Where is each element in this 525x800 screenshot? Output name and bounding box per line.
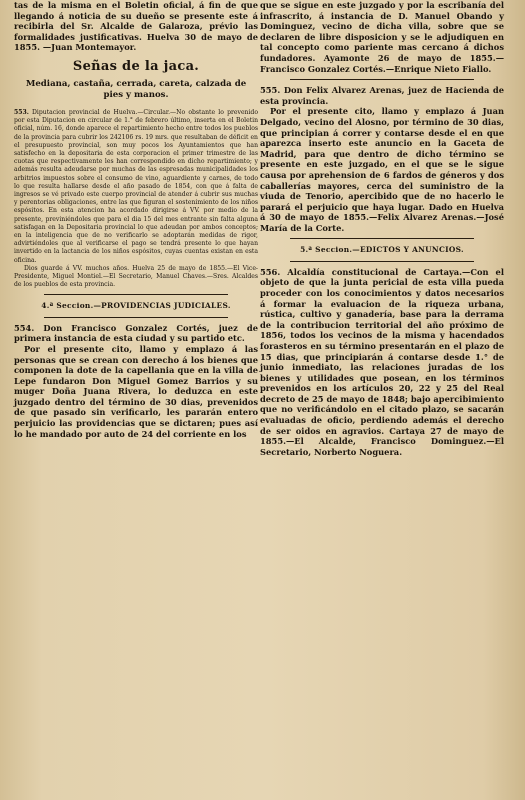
notice-number: 554. <box>14 322 35 333</box>
divider <box>290 79 474 80</box>
continued-notice: que se sigue en este juzgado y por la escribanía del infrascrito, á instancia de D. Manuel Obando y Dominguez, vecino de dicha villa, sobre que se declaren de libre disposicion y se le adjudiquen en tal concepto como pariente mas cercano á dichos fundadores. Ayamonte 26 de mayo de 1855.—Francisco Gonzalez Cortés.—Enrique Nieto Fiallo. <box>260 0 504 74</box>
left-column <box>14 0 258 439</box>
divider <box>290 261 474 262</box>
judge-notice-554 <box>14 323 258 344</box>
mare-description-heading: Señas de la jaca. <box>72 58 200 74</box>
circular-553 <box>14 109 258 265</box>
notice-number: 556. <box>260 266 281 277</box>
circular-body: Diputacion provincial de Huelva.—Circular.—No obstante lo prevenido por esta Diputacion en circular de 1.° de febrero último, inserta en el Boletin oficial, núm. 16, donde aparece el repartimiento hecho entre todos los pueblos de la provincia para cubrir los 242106 rs. 19 mrs. que resultaban de déficit en el presupuesto provincial, son muy pocos los Ayuntamientos que han satisfecho en la depositaria de esta corporacion el primer trimestre de las cuotas que respectivamente les han correspondido en dicho repartimiento; y además resulta adeudarse por muchas de las espresadas municipalidades los arbitrios impuestos sobre el consumo de vino, aguardiente y carnes, de todo lo que resulta hallarse desde el año pasado de 1854, con que á falta de ingresos se vé privado este cuerpo provincial de atender á cubrir sus muchas y perentorias obligaciones, entre las que figuran el sostenimiento de los niños espósitos. En esta atencion ha acordado dirigirse á VV. por medio de la presente, previniéndoles que para el dia 15 del mes entrante sin falta alguna satisfagan en la Depositaria provincial lo que adeudan por ambos conceptos; en la inteligencia que de no verificarlo se adoptarán medidas de rigor, advirtiéndoles que al verificarse el pago se tendrá presente lo que hayan invertido en la lactancia de los niños espósitos, cuyas cuentas existan en esta oficina. <box>14 108 258 264</box>
notice-number: 555. <box>260 85 281 96</box>
section-heading-judicial: 4.ª Seccion.—PROVIDENCIAS JUDICIALES. <box>41 301 231 311</box>
divider <box>44 294 228 295</box>
mare-description: Mediana, castaña, cerrada, careta, calzada de pies y manos. <box>25 78 247 100</box>
lost-mare-notice: tas de la misma en el Boletin oficial, á fin de que llegando á noticia de su dueño se presente este á recibirla del Sr. Alcalde de Galaroza, prévio las formalidades justificativas. Huelva 30 de mayo de 1855. —Juan Montemayor. <box>14 0 258 53</box>
mayor-notice-body: Alcaldía constitucional de Cartaya.—Con el objeto de que la junta pericial de esta villa pueda proceder con los conocimientos y datos necesarios á formar la evaluacion de la riqueza urbana, rústica, cultivo y ganadería, base para la derrama de la contribucion territorial del año próximo de 1856, todos los vecinos de la misma y hacendados forasteros en su término presentarán en el plazo de 15 dias, que principiarán á contarse desde 1.° de junio inmediato, las relaciones juradas de los bienes y utilidades que posean, en los términos prevenidos en los artículos 20, 22 y 25 del Real decreto de 25 de mayo de 1848; bajo apercibimiento que no verificándolo en el citado plazo, se sacarán evaluadas de oficio, perdiendo además el derecho de ser oidos en agravios. Cartaya 27 de mayo de 1855.—El Alcalde, Francisco Dominguez.—El Secretario, Norberto Noguera. <box>260 266 505 457</box>
notice-number: 553. <box>14 108 29 116</box>
summons-text: Por el presente cito, llamo y emplazo á Juan Delgado, vecino del Alosno, por término de 30 dias, que principian á correr y contarse desde el en que aparezca inserto este anuncio en la Gaceta de Madrid, para que dentro de dicho término se presente en este juzgado, en el que se le sigue causa por aprehension de 6 fardos de géneros y dos caballerías mayores, cerca del suministro de la viuda de Tenorio, apercibido que de no hacerlo le parará el perjuicio que haya lugar. Dado en Huelva á 30 de mayo de 1855.—Felix Alvarez Arenas.—José María de la Corte. <box>260 106 504 233</box>
right-column <box>260 0 504 457</box>
divider <box>290 238 474 239</box>
judge-title: Don Francisco Gonzalez Cortés, juez de primera instancia de esta ciudad y su partido etc. <box>14 322 259 344</box>
mayor-notice-556 <box>260 267 504 458</box>
judge-notice-555 <box>260 85 504 106</box>
divider <box>44 317 228 318</box>
judge-title: Don Felix Alvarez Arenas, juez de Hacienda de esta provincia. <box>260 85 504 106</box>
circular-closing: Dios guarde á VV. muchos años. Huelva 25 de mayo de 1855.—El Vice-Presidente, Miguel Montiel.—El Secretario, Manuel Chaves.—Sres. Alcaldes de los pueblos de esta provincia. <box>14 264 258 289</box>
section-heading-edicts: 5.ª Seccion.—EDICTOS Y ANUNCIOS. <box>300 245 464 255</box>
summons-text: Por el presente cito, llamo y emplazo á las personas que se crean con derecho á los bienes que componen la dote de la capellania que en la villa de Lepe fundaron Don Miguel Gomez Barrios y su muger Doña Juana Rivera, lo deduzca en este juzgado dentro del término de 30 dias, prevenidos de que pasado sin verificarlo, les pararán entero perjuicio las providencias que se dictaren; pues así lo he mandado por auto de 24 del corriente en los <box>14 343 258 439</box>
